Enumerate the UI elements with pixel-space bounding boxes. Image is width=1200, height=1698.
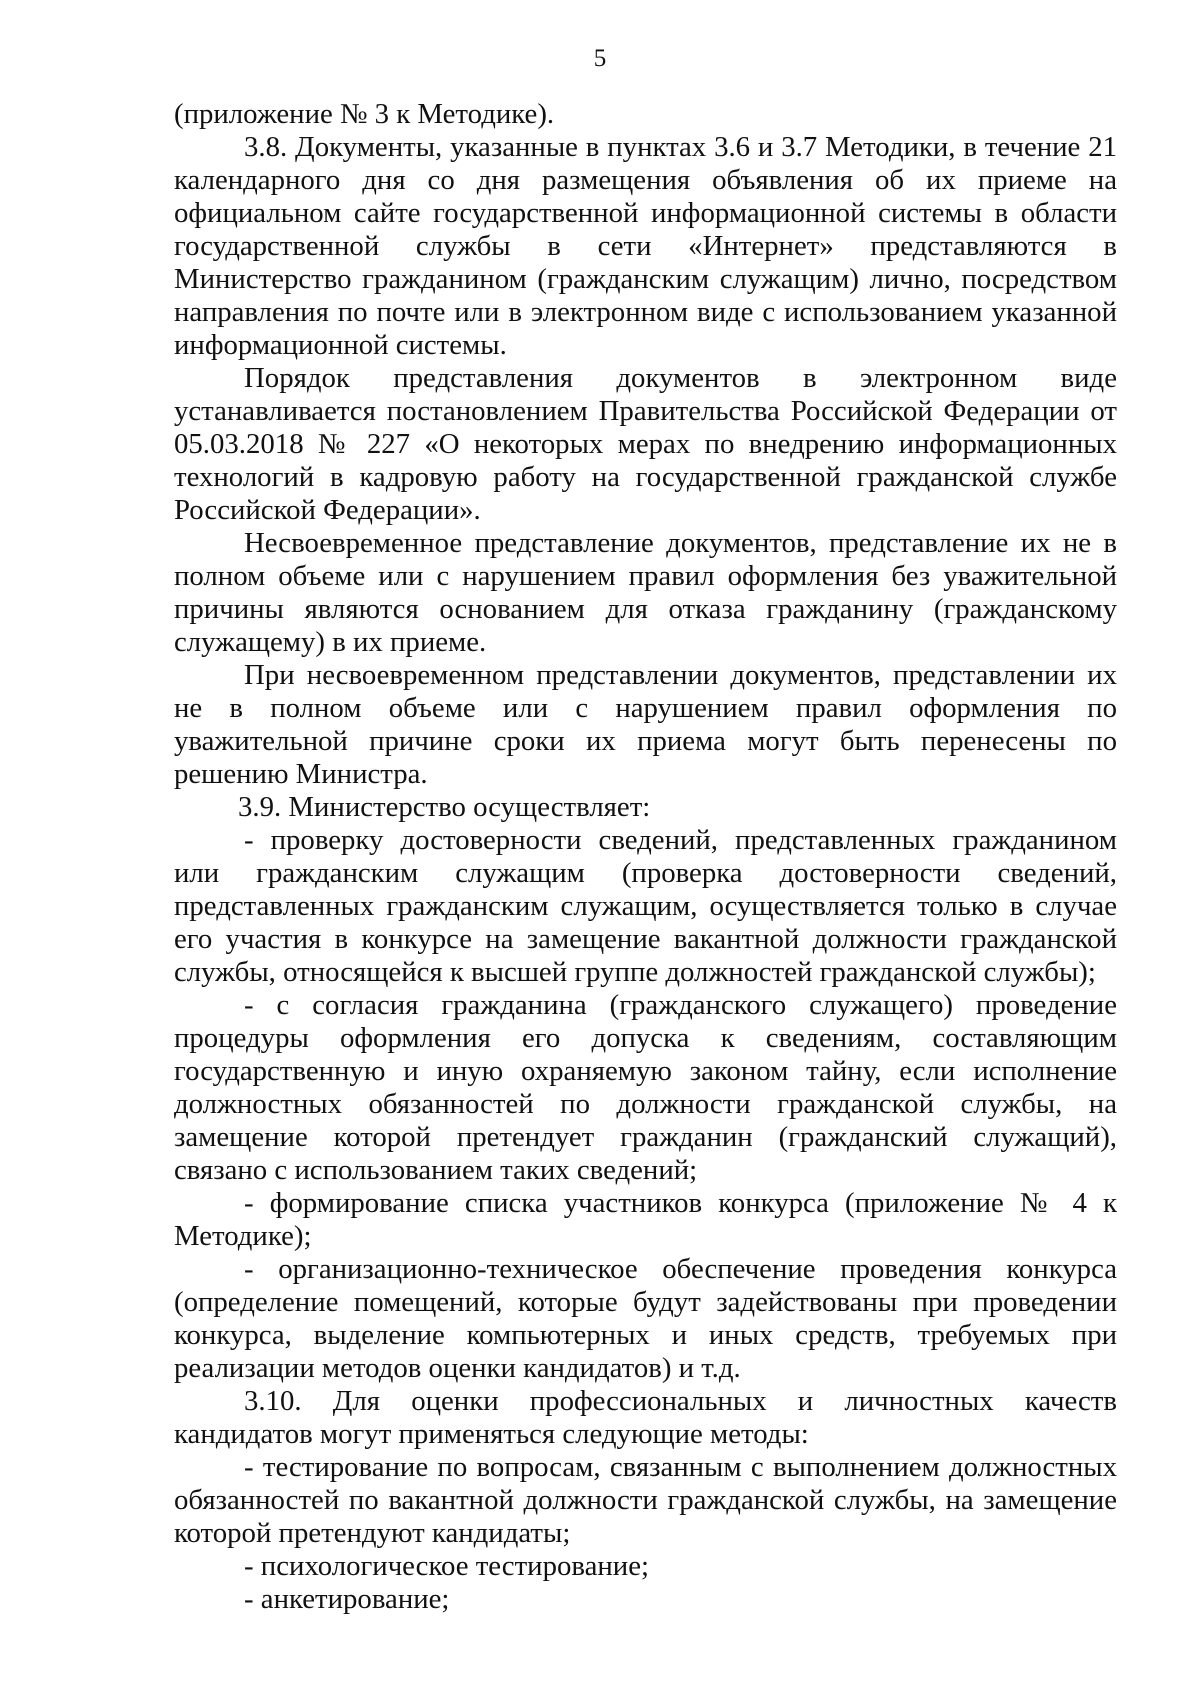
list-item-questionnaire: - анкетирование; bbox=[244, 1583, 450, 1615]
list-item-verification: - проверку достоверности сведений, представленных гражданином или гражданским служащим (проверка достоверности сведений, представленных гражданским служащим, осуществляется только в случае его участия в конкурсе на замещение вакантной должности гражданской службы, относящейся к высшей группе должностей гражданской службы); bbox=[174, 824, 1117, 988]
list-item-testing: - тестирование по вопросам, связанным с выполнением должностных обязанностей по вакантной должности гражданской службы, на замещение которой претендуют кандидаты; bbox=[174, 1451, 1117, 1549]
paragraph-3-8: 3.8. Документы, указанные в пунктах 3.6 и 3.7 Методики, в течение 21 календарного дня со дня размещения объявления об их приеме на официальном сайте государственной информационной системы в области государственной службы в сети «Интернет» представляются в Министерство гражданином (гражданским служащим) лично, посредством направления по почте или в электронном виде с использованием указанной информационной системы. bbox=[174, 131, 1117, 361]
page-number: 5 bbox=[593, 45, 607, 72]
paragraph-late-submission-postponed: При несвоевременном представлении документов, представлении их не в полном объеме или с нарушением правил оформления по уважительной причине сроки их приема могут быть перенесены по решению Министра. bbox=[174, 659, 1117, 790]
paragraph-electronic-procedure: Порядок представления документов в электронном виде устанавливается постановлением Правительства Российской Федерации от 05.03.2018 № 227 «О некоторых мерах по внедрению информационных технологий в кадровую работу на государственной гражданской службе Российской Федерации». bbox=[174, 362, 1117, 526]
list-item-participants-list: - формирование списка участников конкурса (приложение № 4 к Методике); bbox=[174, 1187, 1117, 1252]
paragraph-late-submission-refusal: Несвоевременное представление документов, представление их не в полном объеме или с нарушением правил оформления без уважительной причины являются основанием для отказа гражданину (гражданскому служащему) в их приеме. bbox=[174, 527, 1117, 658]
paragraph-3-9: 3.9. Министерство осуществляет: bbox=[238, 791, 651, 823]
paragraph-3-10: 3.10. Для оценки профессиональных и личностных качеств кандидатов могут применяться следующие методы: bbox=[174, 1385, 1117, 1450]
list-item-technical-support: - организационно-техническое обеспечение проведения конкурса (определение помещений, которые будут задействованы при проведении конкурса, выделение компьютерных и иных средств, требуемых при реализации методов оценки кандидатов) и т.д. bbox=[174, 1253, 1117, 1384]
paragraph-appendix-ref: (приложение № 3 к Методике). bbox=[174, 98, 555, 130]
list-item-clearance: - с согласия гражданина (гражданского служащего) проведение процедуры оформления его допуска к сведениям, составляющим государственную и иную охраняемую законом тайну, если исполнение должностных обязанностей по должности гражданской службы, на замещение которой претендует гражданин (гражданский служащий), связано с использованием таких сведений; bbox=[174, 989, 1117, 1186]
document-body bbox=[174, 98, 1117, 1616]
list-item-psychological-testing: - психологическое тестирование; bbox=[244, 1550, 649, 1582]
